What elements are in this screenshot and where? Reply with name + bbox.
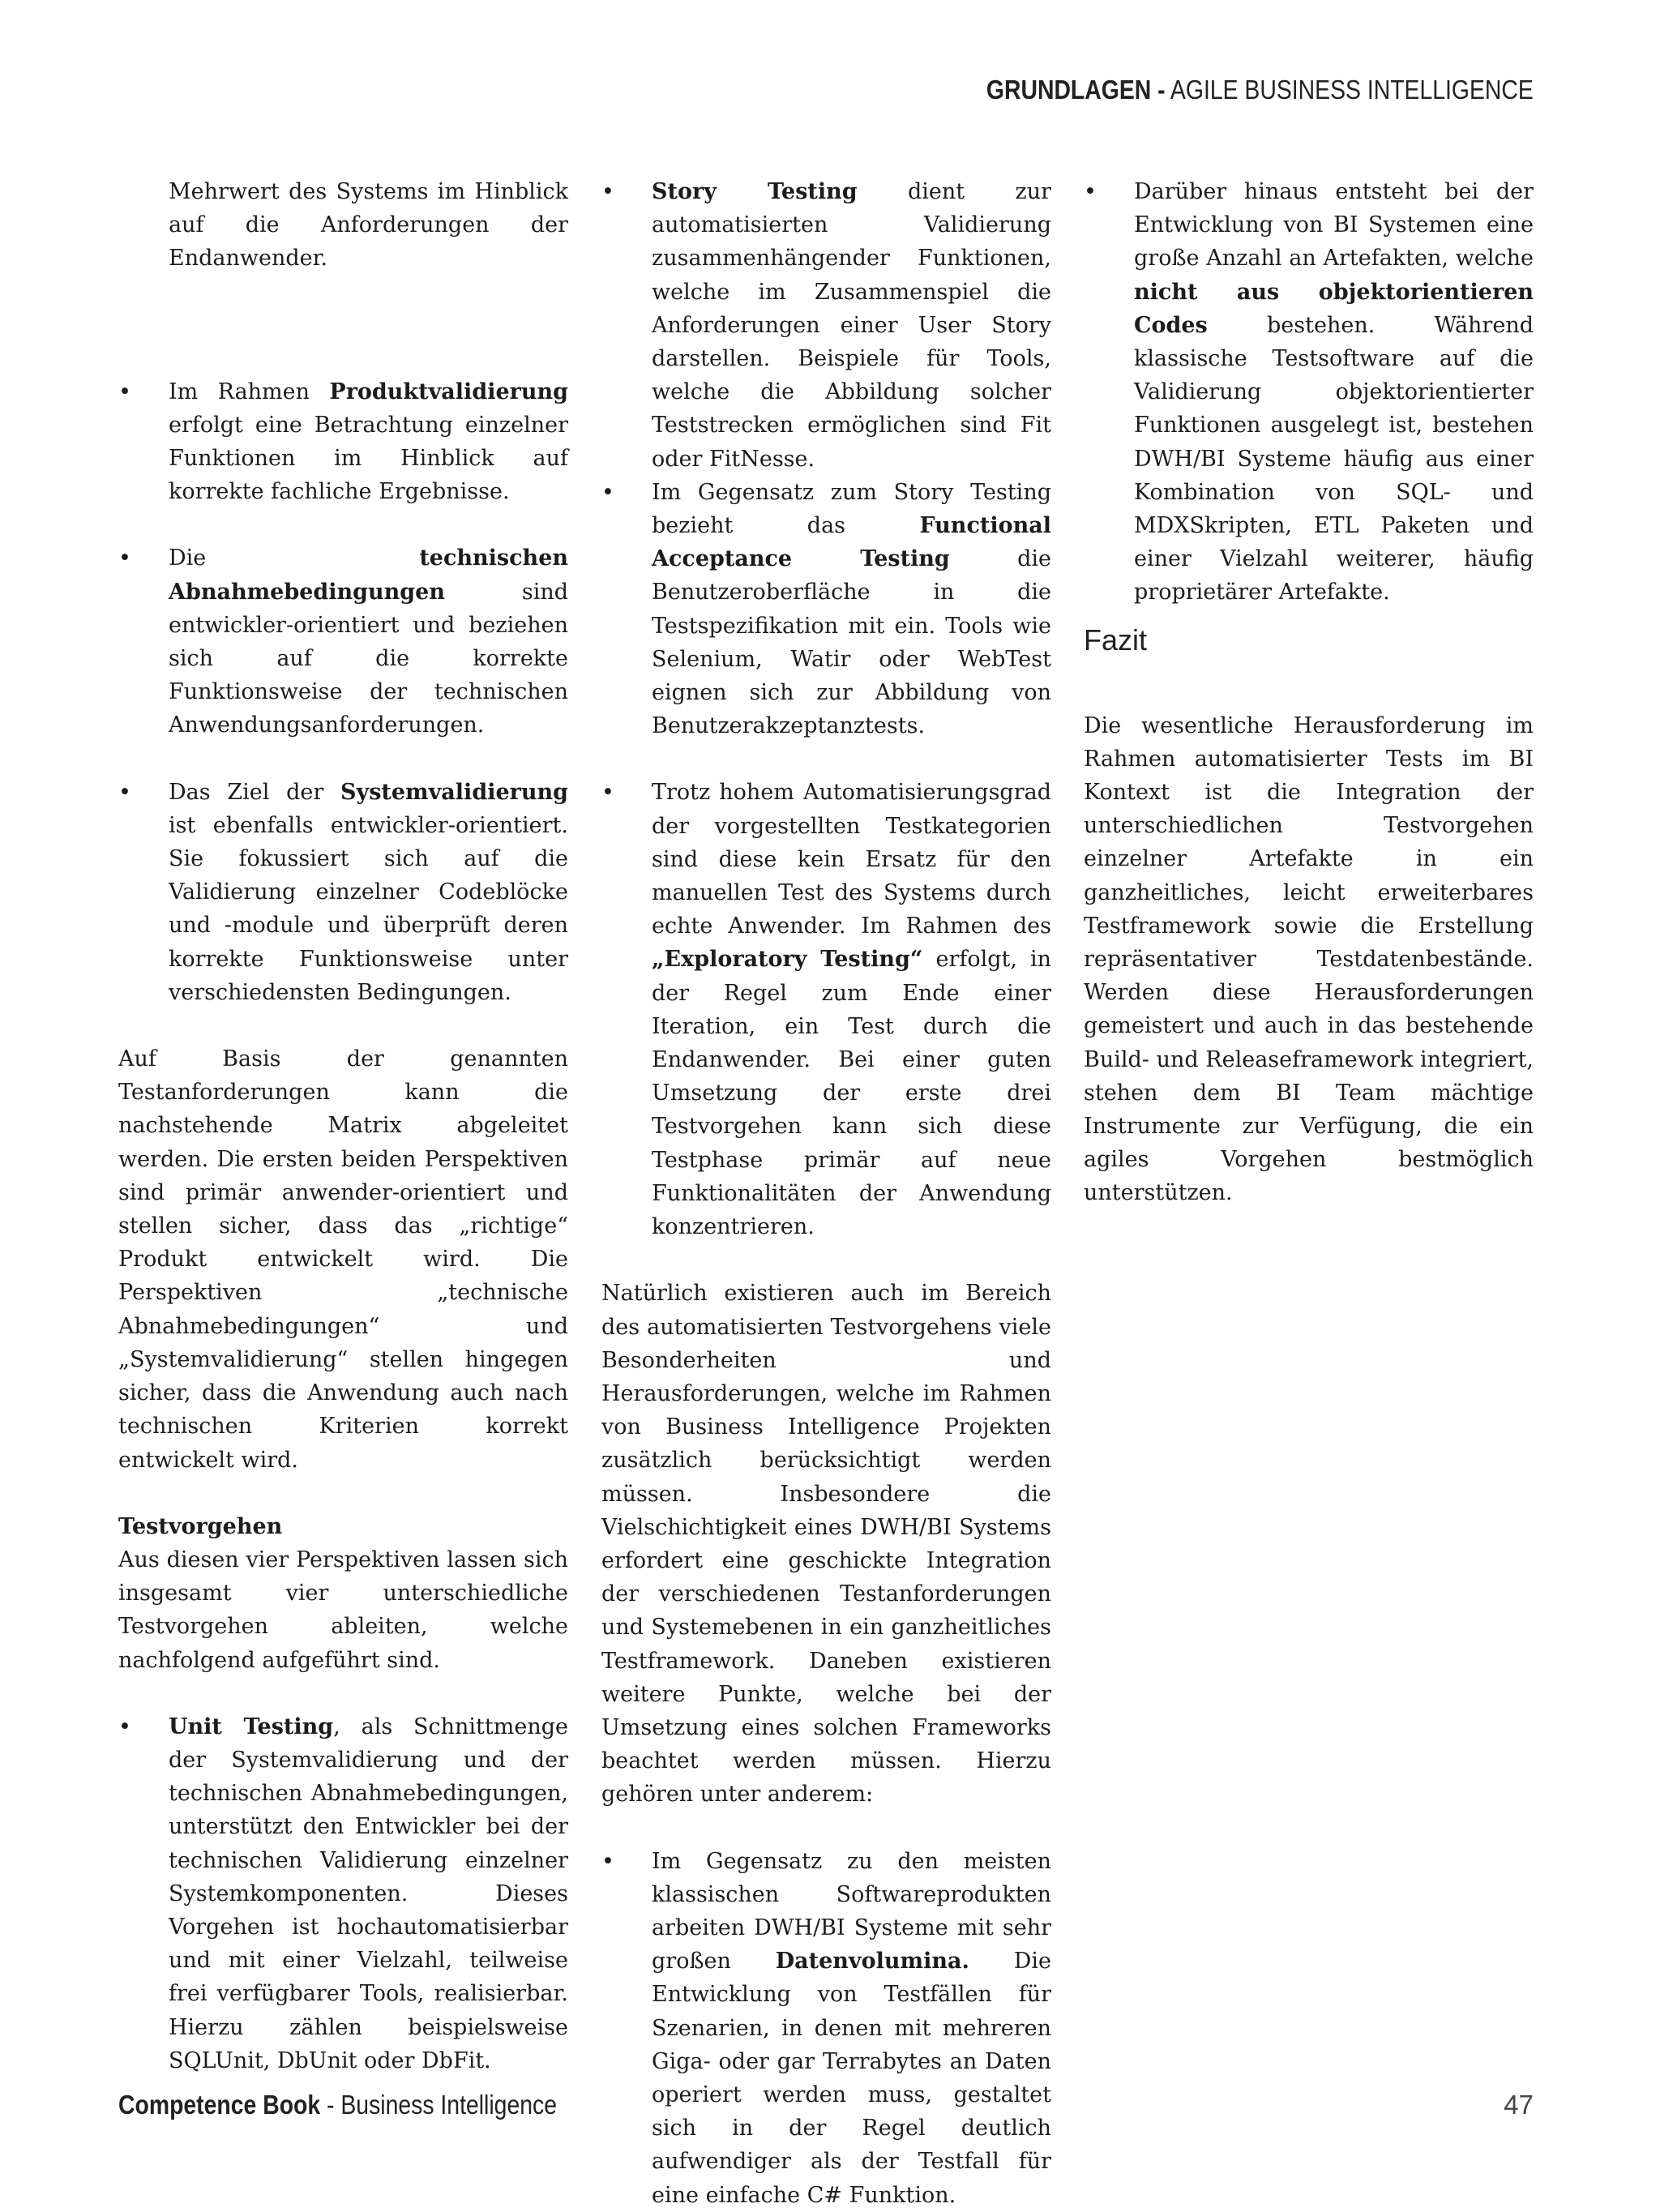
bullet-icon: • [118, 379, 131, 404]
bullet-icon: • [118, 779, 131, 805]
list-item-unit-testing: • Unit Testing, als Schnittmenge der Systemvalidierung und der technischen Abnahmebedingungen, unterstützt den Entwickler bei der technischen Validierung einzelner Systemkomponenten. Dieses Vorgehen ist hochautomatisierbar und mit einer Vielzahl, teilweise frei verfügbarer Tools, realisierbar. Hierzu zählen beispielsweise SQLUnit, DbUnit oder DbFit. [118, 1710, 568, 2077]
bullet-icon: • [601, 1848, 614, 1874]
list-item-technische-abnahme: • Die technischen Abnahmebedingungen sind entwickler-orientiert und beziehen sich auf die korrekte Funktionsweise der technischen Anwendungsanforderungen. [118, 541, 568, 742]
column-2 [601, 175, 1051, 2212]
list-item-produktvalidierung: • Im Rahmen Produktvalidierung erfolgt eine Betrachtung einzelner Funktionen im Hinblick auf korrekte fachliche Ergebnisse. [118, 375, 568, 509]
section-title-fazit: Fazit [1084, 623, 1148, 657]
paragraph-perspektiven: Aus diesen vier Perspektiven lassen sich insgesamt vier unterschiedliche Testvorgehen ableiten, welche nachfolgend aufgeführt sind. [118, 1547, 568, 1673]
subheading-testvorgehen: Testvorgehen [118, 1513, 283, 1539]
list-item-story-testing: • Story Testing dient zur automatisierten Validierung zusammenhängender Funktionen, welche im Zusammenspiel die Anforderungen einer User Story darstellen. Beispiele für Tools, welche die Abbildung solcher Teststrecken ermöglichen sind Fit oder FitNesse. [601, 175, 1051, 476]
paragraph-basis: Auf Basis der genannten Testanforderungen kann die nachstehende Matrix abgeleitet werden. Die ersten beiden Perspektiven sind primär anwender-orientiert und stellen sicher, dass das „richtige“ Produkt entwickelt wird. Die Perspektiven „technische Abnahmebedingungen“ und „Systemvalidierung“ stellen hingegen sicher, dass die Anwendung auch nach technischen Kriterien korrekt entwickelt wird. [118, 1046, 568, 1473]
bullet-icon: • [118, 546, 131, 571]
column-1 [118, 175, 568, 2077]
paragraph-intro-continued: Mehrwert des Systems im Hinblick auf die Anforderungen der Endanwender. [169, 179, 568, 272]
list-item-functional-acceptance: • Im Gegensatz zum Story Testing bezieht das Functional Acceptance Testing die Benutzeroberfläche in die Testspezifikation mit ein. Tools wie Selenium, Watir oder WebTest eignen sich zur Abbildung von Benutzerakzeptanztests. [601, 476, 1051, 743]
running-header [986, 75, 1534, 105]
list-item-datenvolumina: • Im Gegensatz zu den meisten klassischen Softwareprodukten arbeiten DWH/BI Systeme mit sehr großen Datenvolumina. Die Entwicklung von Testfällen für Szenarien, in denen mit mehreren Giga- oder gar Terrabytes an Daten operiert werden muss, gestaltet sich in der Regel deutlich aufwendiger als der Testfall für eine einfache C# Funktion. [601, 1845, 1051, 2212]
paragraph-fazit: Die wesentliche Herausforderung im Rahmen automatisierter Tests im BI Kontext ist die Integration der unterschiedlichen Testvorgehen einzelner Artefakte in ein ganzheitliches, leicht erweiterbares Testframework sowie die Erstellung repräsentativer Testdatenbestände. Werden diese Herausforderungen gemeistert und auch in das bestehende Build- und Releaseframework integriert, stehen dem BI Team mächtige Instrumente zur Verfügung, die ein agiles Vorgehen bestmöglich unterstützen. [1084, 712, 1534, 1206]
bullet-icon: • [118, 1714, 131, 1739]
list-item-systemvalidierung: • Das Ziel der Systemvalidierung ist ebenfalls entwickler-orientiert. Sie fokussiert sich auf die Validierung einzelner Codeblöcke und -module und überprüft deren korrekte Funktionsweise unter verschiedensten Bedingungen. [118, 776, 568, 1009]
bullet-icon: • [601, 479, 614, 505]
list-item-exploratory-testing: • Trotz hohem Automatisierungsgrad der vorgestellten Testkategorien sind diese kein Ersatz für den manuellen Test des Systems durch echte Anwender. Im Rahmen des „Exploratory Testing“ erfolgt, in der Regel zum Ende einer Iteration, ein Test durch die Endanwender. Bei einer guten Umsetzung der erste drei Testvorgehen kann sich diese Testphase primär auf neue Funktionalitäten der Anwendung konzentrieren. [601, 776, 1051, 1243]
bullet-icon: • [601, 179, 614, 204]
bullet-icon: • [1084, 179, 1097, 204]
header-section: GRUNDLAGEN - [986, 75, 1166, 105]
column-3 [1084, 175, 1534, 1210]
footer-book-topic: - Business Intelligence [320, 2090, 558, 2120]
footer-book-title [118, 2090, 557, 2120]
bullet-icon: • [601, 780, 614, 806]
header-subsection: AGILE BUSINESS INTELLIGENCE [1170, 75, 1534, 105]
footer-book-name: Competence Book [118, 2090, 321, 2120]
paragraph-natuerlich: Natürlich existieren auch im Bereich des automatisierten Testvorgehens viele Besonderheiten und Herausforderungen, welche im Rahmen von Business Intelligence Projekten zusätzlich berücksichtigt werden müssen. Insbesondere die Vielschichtigkeit eines DWH/BI Systems erfordert eine geschickte Integration der verschiedenen Testanforderungen und Systemebenen in ein ganzheitliches Testframework. Daneben existieren weitere Punkte, welche bei der Umsetzung eines solchen Frameworks beachtet werden müssen. Hierzu gehören unter anderem: [601, 1281, 1051, 1808]
page-number: 47 [1504, 2090, 1534, 2120]
list-item-artefakte: • Darüber hinaus entsteht bei der Entwicklung von BI Systemen eine große Anzahl an Artefakten, welche nicht aus objektorientieren Codes bestehen. Während klassische Testsoftware auf die Validierung objektorientierter Funktionen ausgelegt ist, bestehen DWH/BI Systeme häufig aus einer Kombination von SQL- und MDXSkripten, ETL Paketen und einer Vielzahl weiterer, häufig proprietärer Artefakte. [1084, 175, 1534, 610]
